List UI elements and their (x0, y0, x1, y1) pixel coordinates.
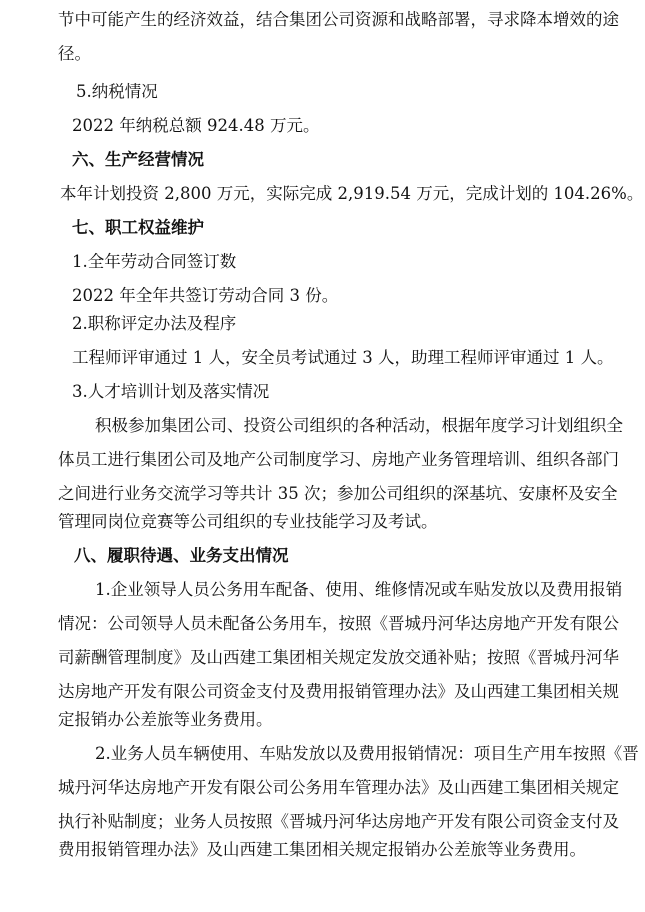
paragraph-line: 达房地产开发有限公司资金支付及费用报销管理办法》及山西建工集团相关规 (58, 682, 619, 701)
paragraph-line: 积极参加集团公司、投资公司组织的各种活动，根据年度学习计划组织全 (95, 416, 623, 435)
paragraph-line: 执行补贴制度；业务人员按照《晋城丹河华达房地产开发有限公司资金支付及 (58, 812, 619, 831)
paragraph-line: 本年计划投资 2,800 万元，实际完成 2,919.54 万元，完成计划的 104.26%。 (60, 184, 644, 203)
paragraph-line: 定报销办公差旅等业务费用。 (58, 710, 273, 729)
subheading-training: 3.人才培训计划及落实情况 (72, 382, 270, 401)
paragraph-line: 管理同岗位竞赛等公司组织的专业技能学习及考试。 (58, 512, 438, 531)
paragraph-line: 体员工进行集团公司及地产公司制度学习、房地产业务管理培训、组织各部门 (58, 450, 619, 469)
paragraph-line: 2.业务人员车辆使用、车贴发放以及费用报销情况：项目生产用车按照《晋 (95, 744, 639, 763)
paragraph-line: 城丹河华达房地产开发有限公司公务用车管理办法》及山西建工集团相关规定 (58, 778, 619, 797)
paragraph-line: 之间进行业务交流学习等共计 35 次；参加公司组织的深基坑、安康杯及安全 (58, 484, 618, 503)
paragraph-line: 工程师评审通过 1 人，安全员考试通过 3 人，助理工程师评审通过 1 人。 (72, 348, 614, 367)
paragraph-line: 2022 年纳税总额 924.48 万元。 (72, 116, 320, 135)
section-heading-employee-rights: 七、职工权益维护 (72, 218, 204, 237)
paragraph-line: 节中可能产生的经济效益，结合集团公司资源和战略部署，寻求降本增效的途 (58, 10, 619, 29)
subheading-title-evaluation: 2.职称评定办法及程序 (72, 314, 237, 333)
paragraph-line: 情况：公司领导人员未配备公务用车，按照《晋城丹河华达房地产开发有限公 (58, 614, 619, 633)
section-heading-duties-expenses: 八、履职待遇、业务支出情况 (74, 546, 289, 565)
paragraph-line: 2022 年全年共签订劳动合同 3 份。 (72, 286, 339, 305)
paragraph-line: 径。 (58, 44, 91, 63)
paragraph-line: 1.企业领导人员公务用车配备、使用、维修情况或车贴发放以及费用报销 (95, 580, 623, 599)
subheading-contracts: 1.全年劳动合同签订数 (72, 252, 237, 271)
section-heading-production: 六、生产经营情况 (72, 150, 204, 169)
subheading-tax: 5.纳税情况 (76, 82, 158, 101)
paragraph-line: 司薪酬管理制度》及山西建工集团相关规定发放交通补贴；按照《晋城丹河华 (58, 648, 619, 667)
paragraph-line: 费用报销管理办法》及山西建工集团相关规定报销办公差旅等业务费用。 (58, 840, 586, 859)
